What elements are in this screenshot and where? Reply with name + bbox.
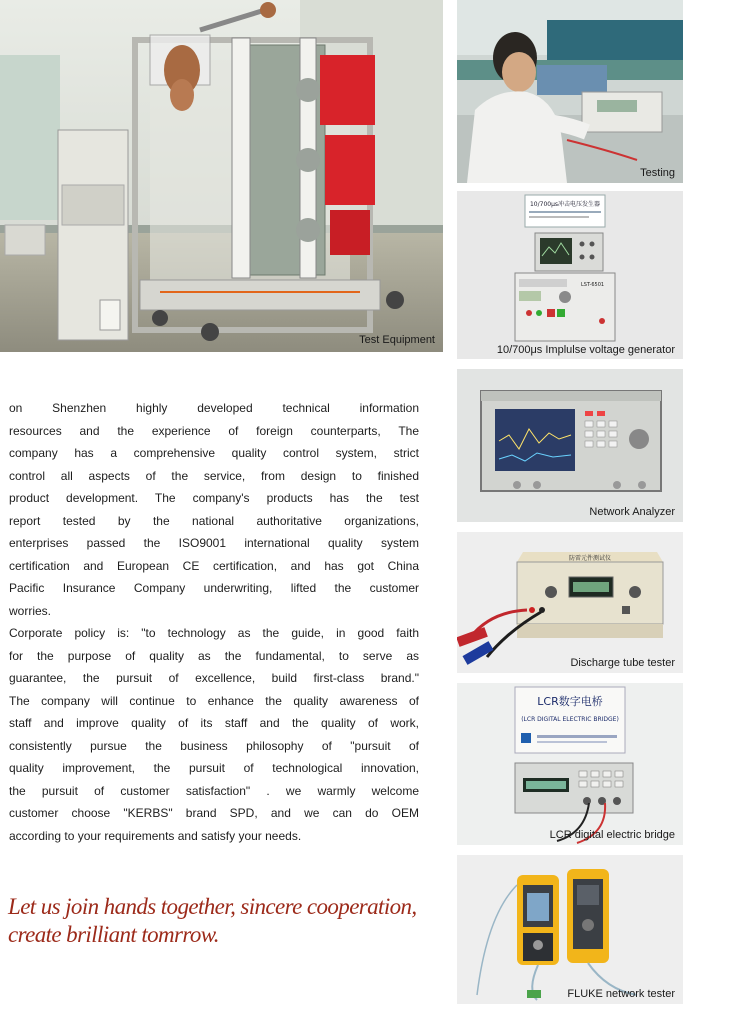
impulse-generator-illustration xyxy=(457,191,683,359)
body-line: certification and European CE certification, and has got China xyxy=(9,558,419,573)
discharge-tester-panel xyxy=(457,532,683,673)
body-line: report tested by the national authoritative organizations, xyxy=(9,513,419,528)
impulse-device-title: 10/700μs冲击电压发生器 xyxy=(529,201,601,208)
fluke-tester-illustration xyxy=(457,855,683,1004)
body-line: Corporate policy is: "to technology as the guide, in good faith xyxy=(9,626,419,640)
body-line: on Shenzhen highly developed technical information xyxy=(9,401,419,415)
lcr-bridge-panel xyxy=(457,683,683,845)
test-equipment-illustration xyxy=(0,0,443,352)
slogan-line-2: create brilliant tomrrow. xyxy=(8,922,219,947)
discharge-tester-illustration xyxy=(457,532,683,673)
slogan xyxy=(8,893,417,949)
body-line: staff and improve quality of its staff and the quality of work, xyxy=(9,716,419,730)
body-line: enterprises passed the ISO9001 international quality system xyxy=(9,536,419,550)
body-line: for the purpose of quality as the fundamental, to serve as xyxy=(9,648,419,663)
body-line: control all aspects of the service, from design to finished xyxy=(9,468,419,483)
testing-caption: Testing xyxy=(640,167,675,179)
impulse-generator-panel xyxy=(457,191,683,359)
slogan-line-1: Let us join hands together, sincere cooperation, xyxy=(8,894,417,919)
network-analyzer-panel xyxy=(457,369,683,522)
lcr-sign-subtitle: (LCR DIGITAL ELECTRIC BRIDGE) xyxy=(521,716,619,723)
body-line: resources and the experience of foreign counterparts, The xyxy=(9,423,419,438)
lcr-bridge-caption: LCR digital electric bridge xyxy=(549,829,675,841)
testing-illustration xyxy=(457,0,683,183)
test-equipment-caption: Test Equipment xyxy=(359,334,435,346)
company-description xyxy=(9,397,419,847)
body-line: quality improvement, the pursuit of technological innovation, xyxy=(9,761,419,775)
body-line: consistently pursue the business philosophy of "pursuit of xyxy=(9,738,419,753)
body-line: guarantee, the pursuit of excellence, build first-class brand." xyxy=(9,671,419,685)
body-line: the pursuit of customer satisfaction" . we warmly welcome xyxy=(9,783,419,798)
network-analyzer-illustration xyxy=(457,369,683,522)
testing-photo xyxy=(457,0,683,183)
body-line: The company will continue to enhance the quality awareness of xyxy=(9,693,419,708)
impulse-generator-caption: 10/700μs Implulse voltage generator xyxy=(496,344,675,356)
network-analyzer-caption: Network Analyzer xyxy=(589,506,675,518)
fluke-tester-caption: FLUKE network tester xyxy=(567,988,675,1000)
body-line: company has a comprehensive quality control system, strict xyxy=(9,446,419,460)
body-line: according to your requirements and satisfy your needs. xyxy=(9,828,302,843)
body-line: product development. The company's products has the test xyxy=(9,491,419,505)
test-equipment-photo xyxy=(0,0,443,352)
body-line: customer choose "KERBS" brand SPD, and we can do OEM xyxy=(9,806,419,820)
body-line: worries. xyxy=(9,603,52,618)
impulse-device-model: LST-6501 xyxy=(581,282,605,288)
lcr-sign-title: LCR数字电桥 xyxy=(537,695,603,708)
fluke-tester-panel xyxy=(457,855,683,1004)
body-line: Pacific Insurance Company underwriting, lifted the customer xyxy=(9,581,419,595)
discharge-tester-caption: Discharge tube tester xyxy=(570,657,675,669)
lcr-bridge-illustration xyxy=(457,683,683,845)
discharge-device-title: 防雷元件测试仪 xyxy=(568,555,612,562)
